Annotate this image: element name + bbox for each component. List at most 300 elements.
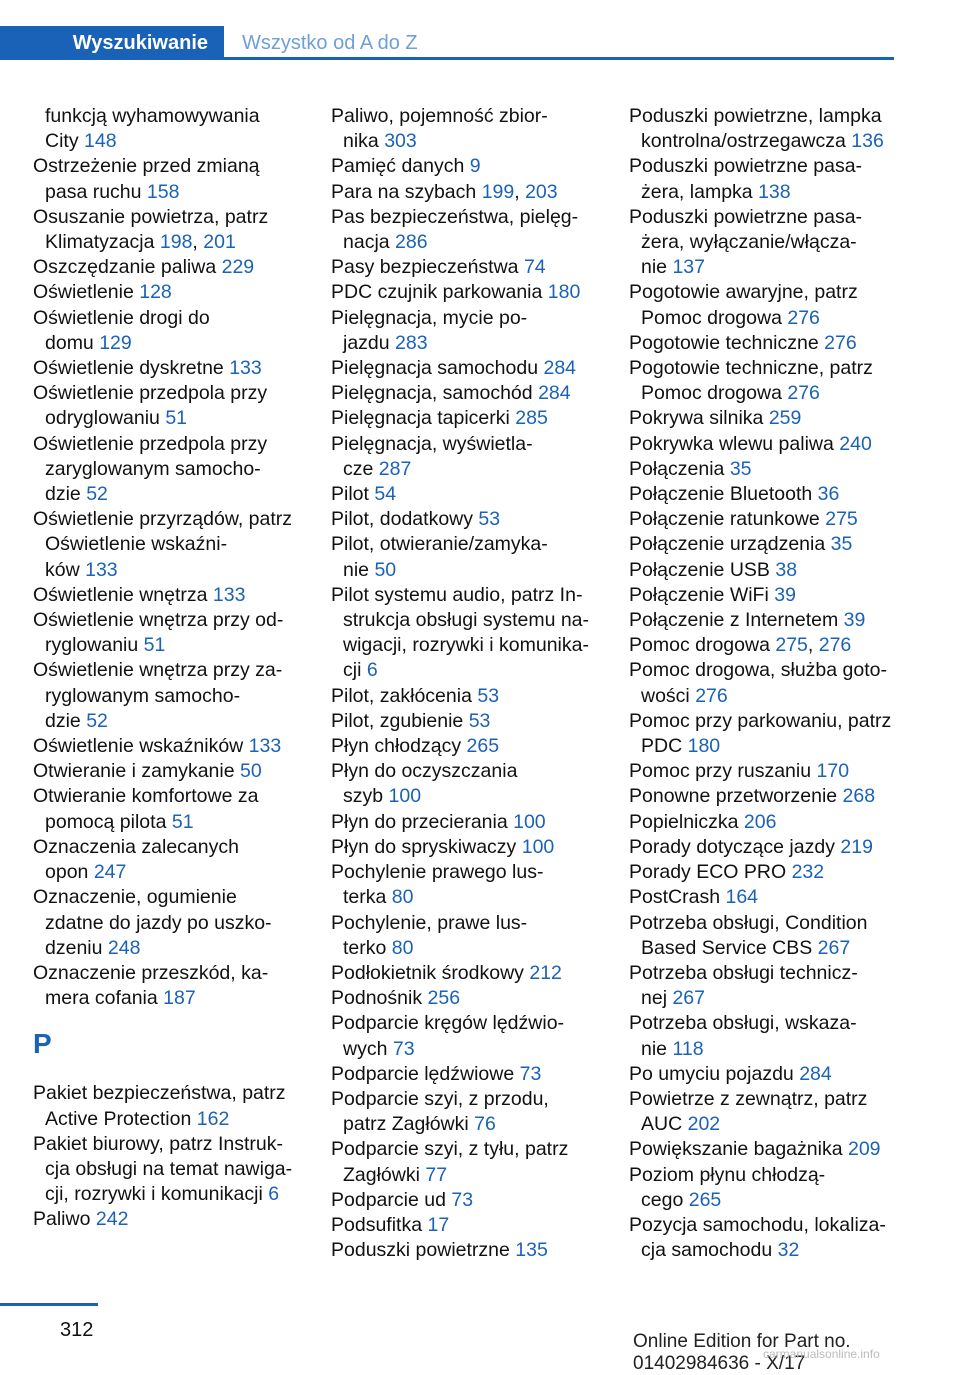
index-entry-text: odryglowaniu <box>45 407 160 430</box>
index-entry <box>33 1132 308 1208</box>
index-entry-text: Oznaczenie, ogumienie <box>33 886 237 909</box>
index-entry <box>33 658 308 734</box>
index-entry <box>33 583 308 608</box>
page-link[interactable]: 242 <box>95 1208 129 1231</box>
index-entry-text: Pomoc drogowa <box>641 382 782 405</box>
page-link[interactable]: 100 <box>513 810 546 833</box>
index-entry-text: Paliwo <box>33 1208 91 1231</box>
index-entry <box>33 381 308 431</box>
index-entry-text: Para na szybach <box>331 180 477 203</box>
index-entry <box>331 280 606 305</box>
index-entry <box>331 860 606 910</box>
page-link[interactable]: 199 <box>481 180 515 203</box>
page-link[interactable]: 6 <box>366 659 378 682</box>
page-link[interactable]: 284 <box>543 357 577 380</box>
index-entry <box>629 709 901 759</box>
page-link[interactable]: 77 <box>425 1163 448 1186</box>
index-entry-text: mera cofania <box>45 987 158 1010</box>
page-link[interactable]: 276 <box>824 331 857 354</box>
index-entry-text: nie <box>343 558 370 581</box>
index-entry-text: Pielęgnacja, samochód <box>331 382 533 405</box>
footer-divider <box>0 1303 98 1306</box>
index-entry <box>331 381 606 406</box>
index-entry-text: Oznaczenia zalecanych <box>33 835 239 858</box>
index-entry <box>331 205 606 255</box>
index-entry-text: Po umyciu pojazdu <box>629 1062 794 1085</box>
index-entry-text: Pilot <box>331 483 369 506</box>
index-entry-text: Based Service CBS <box>641 936 813 959</box>
page-link[interactable]: 198 <box>159 231 193 254</box>
page-link[interactable]: 247 <box>93 861 127 884</box>
page-link[interactable]: 201 <box>203 231 236 254</box>
index-entry <box>331 255 606 280</box>
index-entry-text: Pomoc drogowa <box>629 634 770 657</box>
index-entry-text: nacja <box>343 231 390 254</box>
index-entry <box>331 810 606 835</box>
index-entry-text: Podparcie lędźwiowe <box>331 1062 515 1085</box>
index-entry <box>629 885 901 910</box>
watermark: carmanualsonline.info <box>763 1347 880 1361</box>
index-entry <box>629 331 901 356</box>
page-link[interactable]: 53 <box>478 508 501 531</box>
index-entry-text: Pilot systemu audio, patrz In- <box>331 583 583 606</box>
index-entry-text: dzie <box>45 483 81 506</box>
index-entry-text: dzeniu <box>45 936 103 959</box>
index-entry-text: terka <box>343 886 387 909</box>
index-entry-text: Pakiet bezpieczeństwa, patrz <box>33 1082 286 1105</box>
index-entry <box>331 734 606 759</box>
page-link[interactable]: 51 <box>171 810 194 833</box>
index-entry <box>331 356 606 381</box>
index-entry <box>33 104 308 154</box>
index-entry-text: wigacji, rozrywki i komunika- <box>343 634 589 657</box>
index-entry-text: żera, lampka <box>641 180 753 203</box>
header-divider <box>0 57 894 60</box>
index-entry <box>629 835 901 860</box>
index-entry <box>331 583 606 684</box>
index-entry-text: Pielęgnacja samochodu <box>331 357 539 380</box>
index-entry-text: Pozycja samochodu, lokaliza- <box>629 1213 886 1236</box>
page-link[interactable]: 267 <box>817 936 851 959</box>
index-entry-text: ryglowaniu <box>45 634 139 657</box>
index-entry-text: Poduszki powietrzne, lampka <box>629 105 882 127</box>
index-entry-text: funkcją wyhamowywania <box>45 105 260 127</box>
page-link[interactable]: 206 <box>743 810 777 833</box>
page-link[interactable]: 17 <box>427 1213 450 1236</box>
index-entry <box>629 759 901 784</box>
page-link[interactable]: 275 <box>825 508 858 531</box>
index-entry <box>629 1213 901 1263</box>
index-entry <box>331 406 606 431</box>
index-column-3 <box>629 104 901 1263</box>
page-link[interactable]: 240 <box>839 432 872 455</box>
index-entry-text: Potrzeba obsługi, Condition <box>629 911 868 934</box>
index-entry-text: Osuszanie powietrza, patrz <box>33 205 269 228</box>
page-link[interactable]: 38 <box>775 558 798 581</box>
page-link[interactable]: 276 <box>818 634 852 657</box>
index-entry <box>629 583 901 608</box>
index-entry-text: Połączenie USB <box>629 558 770 581</box>
index-entry <box>33 734 308 759</box>
index-entry <box>331 911 606 961</box>
index-entry-text: Oświetlenie wskaźni- <box>45 533 228 556</box>
index-entry-text: Otwieranie i zamykanie <box>33 760 235 783</box>
index-entry-text: Oświetlenie drogi do <box>33 306 210 329</box>
page-link[interactable]: 170 <box>816 760 850 783</box>
index-entry <box>629 205 901 281</box>
page-link[interactable]: 256 <box>427 987 461 1010</box>
page-link[interactable]: 265 <box>466 735 500 758</box>
page-link[interactable]: 259 <box>768 407 802 430</box>
index-entry <box>629 356 901 406</box>
index-entry-text: Pielęgnacja, wyświetla- <box>331 432 533 455</box>
page-link[interactable]: 284 <box>799 1062 832 1085</box>
index-entry-text: Połączenie ratunkowe <box>629 508 820 531</box>
index-entry-text: kontrolna/ostrzegawcza <box>641 130 846 153</box>
index-entry-text: Płyn do oczyszczania <box>331 760 518 783</box>
index-entry <box>33 255 308 280</box>
index-entry <box>331 835 606 860</box>
index-entry-text: Pakiet biurowy, patrz Instruk- <box>33 1132 283 1155</box>
page-link[interactable]: 133 <box>212 583 246 606</box>
index-entry-text: Porady ECO PRO <box>629 861 787 884</box>
index-entry <box>331 432 606 482</box>
page-link[interactable]: 135 <box>515 1239 548 1262</box>
index-entry-text: Pomoc drogowa, służba goto- <box>629 659 887 682</box>
page-link[interactable]: 284 <box>538 382 571 405</box>
index-entry-text: PDC <box>641 735 683 758</box>
page-link[interactable]: 35 <box>729 457 752 480</box>
page-link[interactable]: 276 <box>695 684 728 707</box>
page-link[interactable]: 133 <box>85 558 118 581</box>
page-link[interactable]: 209 <box>847 1138 881 1161</box>
page-link[interactable]: 212 <box>529 961 562 984</box>
page-link[interactable]: 158 <box>146 180 180 203</box>
page-link[interactable]: 52 <box>86 709 108 732</box>
index-entry-text: Podnośnik <box>331 987 423 1010</box>
page-link[interactable]: 285 <box>515 407 548 430</box>
page-link[interactable]: 52 <box>86 483 108 506</box>
page-link[interactable]: 248 <box>107 936 141 959</box>
section-letter: P <box>33 1028 52 1060</box>
page-link[interactable]: 100 <box>521 835 555 858</box>
index-entry <box>33 280 308 305</box>
index-entry <box>331 684 606 709</box>
index-entry-text: Popielniczka <box>629 810 739 833</box>
index-entry-text: Oświetlenie <box>33 281 134 304</box>
index-entry-text: Pielęgnacja, mycie po- <box>331 306 528 329</box>
index-entry-text: Pielęgnacja tapicerki <box>331 407 510 430</box>
index-entry-text: jazdu <box>343 331 390 354</box>
page-link[interactable]: 202 <box>687 1113 721 1136</box>
index-entry <box>629 280 901 330</box>
index-entry <box>33 961 308 1011</box>
index-entry <box>33 1081 308 1131</box>
index-entry <box>33 784 308 834</box>
index-entry-text: cego <box>641 1188 684 1211</box>
index-entry <box>629 104 901 154</box>
page-link[interactable]: 73 <box>519 1062 542 1085</box>
index-entry <box>629 658 901 708</box>
top-navigation <box>0 26 894 60</box>
index-entry <box>33 835 308 885</box>
index-entry-text: Płyn do przecierania <box>331 810 508 833</box>
index-entry-text: Podparcie ud <box>331 1188 446 1211</box>
page-link[interactable]: 187 <box>163 987 196 1010</box>
index-entry-text: Oświetlenie wnętrza <box>33 583 208 606</box>
index-entry-text: Porady dotyczące jazdy <box>629 835 835 858</box>
index-entry: Pomoc drogowa 275, 276 <box>629 634 852 657</box>
index-entry <box>629 961 901 1011</box>
index-entry <box>331 759 606 809</box>
page-link[interactable]: 80 <box>391 936 414 959</box>
index-entry-text: cja obsługi na temat nawiga- <box>45 1157 293 1180</box>
page-link[interactable]: 133 <box>248 735 282 758</box>
page-link[interactable]: 100 <box>388 785 422 808</box>
index-entry-text: Oświetlenie wnętrza przy za- <box>33 659 283 682</box>
page-link[interactable]: 303 <box>384 130 417 153</box>
page-link[interactable]: 268 <box>842 785 876 808</box>
page-link[interactable]: 283 <box>395 331 428 354</box>
index-entry-text: Ostrzeżenie przed zmianą <box>33 155 260 178</box>
index-entry-text: Pokrywka wlewu paliwa <box>629 432 834 455</box>
page-link[interactable]: 275 <box>775 634 808 657</box>
index-entry-text: Pogotowie techniczne, patrz <box>629 357 873 380</box>
index-entry-text: szyb <box>343 785 384 808</box>
index-entry <box>331 1213 606 1238</box>
index-entry-text: Płyn do spryskiwaczy <box>331 835 517 858</box>
page-link[interactable]: 51 <box>165 407 188 430</box>
page-link[interactable]: 180 <box>687 735 721 758</box>
page-link[interactable]: 50 <box>240 760 262 783</box>
index-entry-text: cji <box>343 659 362 682</box>
tab-a-to-z[interactable]: Wszystko od A do Z <box>242 31 418 54</box>
page-link[interactable]: 180 <box>547 281 581 304</box>
edition-note: Online Edition for Part no. 01402984636 - X/17 <box>633 1331 851 1374</box>
index-entry-text: Pas bezpieczeństwa, pielęg- <box>331 205 579 228</box>
index-entry-text: Pilot, dodatkowy <box>331 508 473 531</box>
index-entry <box>629 457 901 482</box>
index-entry <box>629 432 901 457</box>
page-link[interactable]: 6 <box>268 1183 280 1206</box>
page-link[interactable]: 136 <box>851 130 884 153</box>
index-entry-text: Oszczędzanie paliwa <box>33 256 217 279</box>
index-entry-text: wych <box>343 1037 388 1060</box>
index-entry-text: Pochylenie prawego lus- <box>331 861 544 884</box>
index-entry-text: opon <box>45 861 89 884</box>
index-entry-text: Potrzeba obsługi, wskaza- <box>629 1012 857 1035</box>
index-entry-text: Oświetlenie przedpola przy <box>33 432 268 455</box>
index-entry-text: zaryglowanym samocho- <box>45 457 261 480</box>
page-link[interactable]: 39 <box>774 583 796 606</box>
index-entry-text: Połączenie WiFi <box>629 583 769 606</box>
index-entry: Osuszanie powietrza, patrz Klimatyzacja 198, 201 <box>33 205 269 254</box>
index-entry-text: Połączenie urządzenia <box>629 533 826 556</box>
index-entry-text: Pilot, zgubienie <box>331 709 464 732</box>
index-entry-text: Pomoc drogowa <box>641 306 782 329</box>
page-link[interactable]: 39 <box>843 609 866 632</box>
index-entry-text: Poduszki powietrzne <box>331 1239 510 1262</box>
index-entry-text: City <box>45 130 79 153</box>
index-entry <box>33 356 308 381</box>
page-link[interactable]: 148 <box>84 130 117 153</box>
index-entry-text: Powietrze z zewnątrz, patrz <box>629 1087 868 1110</box>
index-entry <box>629 532 901 557</box>
index-entry-text: Powiększanie bagażnika <box>629 1138 843 1161</box>
index-entry-text: patrz Zagłówki <box>343 1113 469 1136</box>
index-entry-text: Oświetlenie przyrządów, patrz <box>33 508 293 531</box>
index-entry-text: cji, rozrywki i komunikacji <box>45 1183 263 1206</box>
index-entry <box>33 507 308 583</box>
index-entry-text: Pogotowie techniczne <box>629 331 819 354</box>
page-link[interactable]: 164 <box>725 886 759 909</box>
page-link[interactable]: 138 <box>758 180 791 203</box>
index-entry <box>33 608 308 658</box>
index-entry <box>331 709 606 734</box>
index-entry-text: Potrzeba obsługi technicz- <box>629 961 858 984</box>
index-entry <box>331 104 606 154</box>
index-entry-text: Active Protection <box>45 1107 192 1130</box>
index-entry-text: Oświetlenie przedpola przy <box>33 382 268 405</box>
index-entry-text: zdatne do jazdy po uszko- <box>45 911 272 934</box>
index-entry <box>629 860 901 885</box>
index-column-2 <box>331 104 606 1263</box>
index-entry-text: żera, wyłączanie/włącza- <box>641 231 857 254</box>
index-entry-text: Pomoc przy ruszaniu <box>629 760 812 783</box>
index-entry-text: Płyn chłodzący <box>331 735 462 758</box>
index-entry <box>33 306 308 356</box>
page-link[interactable]: 232 <box>791 861 825 884</box>
index-entry <box>629 558 901 583</box>
index-entry-text: pomocą pilota <box>45 810 167 833</box>
index-entry-text: PostCrash <box>629 886 721 909</box>
index-entry-text: Oświetlenie wnętrza przy od- <box>33 609 284 632</box>
index-column-1 <box>33 104 308 1233</box>
index-entry-text: Zagłówki <box>343 1163 420 1186</box>
index-entry-text: Pasy bezpieczeństwa <box>331 256 519 279</box>
page-link[interactable]: 219 <box>840 835 873 858</box>
index-entry-text: pasa ruchu <box>45 180 142 203</box>
index-entry: Para na szybach 199, 203 <box>331 180 558 203</box>
index-entry-text: Podsufitka <box>331 1213 423 1236</box>
page-link[interactable]: 133 <box>229 357 262 380</box>
page-link[interactable]: 32 <box>777 1239 800 1262</box>
index-entry-text: Pomoc przy parkowaniu, patrz <box>629 709 892 732</box>
page-link[interactable]: 54 <box>374 483 397 506</box>
index-entry-text: PDC czujnik parkowania <box>331 281 543 304</box>
page-link[interactable]: 53 <box>468 709 491 732</box>
page-link[interactable]: 118 <box>672 1037 704 1060</box>
index-entry-text: Paliwo, pojemność zbior- <box>331 105 548 127</box>
page-number: 312 <box>60 1319 94 1341</box>
index-entry-text: nie <box>641 256 668 279</box>
tab-search[interactable]: Wyszukiwanie <box>0 26 224 60</box>
index-entry <box>331 482 606 507</box>
page-link[interactable]: 50 <box>374 558 397 581</box>
index-entry-text: terko <box>343 936 387 959</box>
index-entry <box>629 507 901 532</box>
index-entry <box>629 482 901 507</box>
page-link[interactable]: 129 <box>99 331 132 354</box>
index-entry <box>629 911 901 961</box>
index-entry-text: Pokrywa silnika <box>629 407 764 430</box>
index-entry-text: Podparcie szyi, z tyłu, patrz <box>331 1138 569 1161</box>
page-link[interactable]: 9 <box>469 155 481 178</box>
page-link[interactable]: 276 <box>787 382 820 405</box>
index-entry-text: cze <box>343 457 374 480</box>
page-link[interactable]: 80 <box>391 886 414 909</box>
index-entry <box>33 432 308 508</box>
index-entry <box>629 1163 901 1213</box>
page-link[interactable]: 229 <box>221 256 255 279</box>
index-entry <box>33 885 308 961</box>
page-link[interactable]: 73 <box>451 1188 474 1211</box>
index-entry <box>331 986 606 1011</box>
page-link[interactable]: 267 <box>672 987 705 1010</box>
page-link[interactable]: 74 <box>523 256 546 279</box>
index-entry-text: Połączenie Bluetooth <box>629 483 813 506</box>
index-entry-text: Ponowne przetworzenie <box>629 785 838 808</box>
index-entry <box>629 406 901 431</box>
index-entry-text: Podparcie szyi, z przodu, <box>331 1087 549 1110</box>
index-entry-text: Podłokietnik środkowy <box>331 961 524 984</box>
index-entry-text: wości <box>641 684 690 707</box>
index-entry-text: Pilot, zakłócenia <box>331 684 472 707</box>
index-entry <box>629 1087 901 1137</box>
page-link[interactable]: 286 <box>395 231 428 254</box>
index-entry-text: AUC <box>641 1113 683 1136</box>
index-entry-text: cja samochodu <box>641 1239 773 1262</box>
page-link[interactable]: 287 <box>378 457 412 480</box>
page-link[interactable]: 137 <box>672 256 705 279</box>
index-entry-text: strukcja obsługi systemu na- <box>343 609 590 632</box>
page-link[interactable]: 53 <box>477 684 500 707</box>
page-link[interactable]: 128 <box>139 281 172 304</box>
index-entry <box>331 1087 606 1137</box>
index-entry <box>629 1011 901 1061</box>
index-entry-text: Połączenia <box>629 457 725 480</box>
index-entry <box>629 784 901 809</box>
index-entry <box>629 1062 901 1087</box>
index-entry-text: Oświetlenie wskaźników <box>33 735 244 758</box>
page-link[interactable]: 35 <box>830 533 853 556</box>
index-entry <box>331 1137 606 1187</box>
index-entry-text: nej <box>641 987 668 1010</box>
index-entry-text: Podparcie kręgów lędźwio- <box>331 1012 565 1035</box>
index-entry-text: dzie <box>45 709 81 732</box>
index-entry-text: nika <box>343 130 379 153</box>
index-entry-text: Oznaczenie przeszkód, ka- <box>33 961 269 984</box>
index-entry-text: ków <box>45 558 80 581</box>
page-link[interactable]: 36 <box>817 483 840 506</box>
index-entry-text: Oświetlenie dyskretne <box>33 357 224 380</box>
index-entry-text: ryglowanym samocho- <box>45 684 241 707</box>
index-entry-text: Poziom płynu chłodzą- <box>629 1163 826 1186</box>
page-link[interactable]: 51 <box>143 634 166 657</box>
index-entry-text: Poduszki powietrzne pasa- <box>629 155 863 178</box>
page-link[interactable]: 73 <box>392 1037 415 1060</box>
index-entry-text: Pilot, otwieranie/zamyka- <box>331 533 548 556</box>
page-link[interactable]: 203 <box>525 180 558 203</box>
page-link[interactable]: 76 <box>474 1113 496 1136</box>
index-entry <box>33 154 308 204</box>
page-link[interactable]: 265 <box>688 1188 722 1211</box>
index-entry-text: Pochylenie, prawe lus- <box>331 911 528 934</box>
index-entry-text: Połączenie z Internetem <box>629 609 839 632</box>
index-entry <box>629 1137 901 1162</box>
page-link[interactable]: 276 <box>787 306 820 329</box>
page-link[interactable]: 162 <box>196 1107 230 1130</box>
